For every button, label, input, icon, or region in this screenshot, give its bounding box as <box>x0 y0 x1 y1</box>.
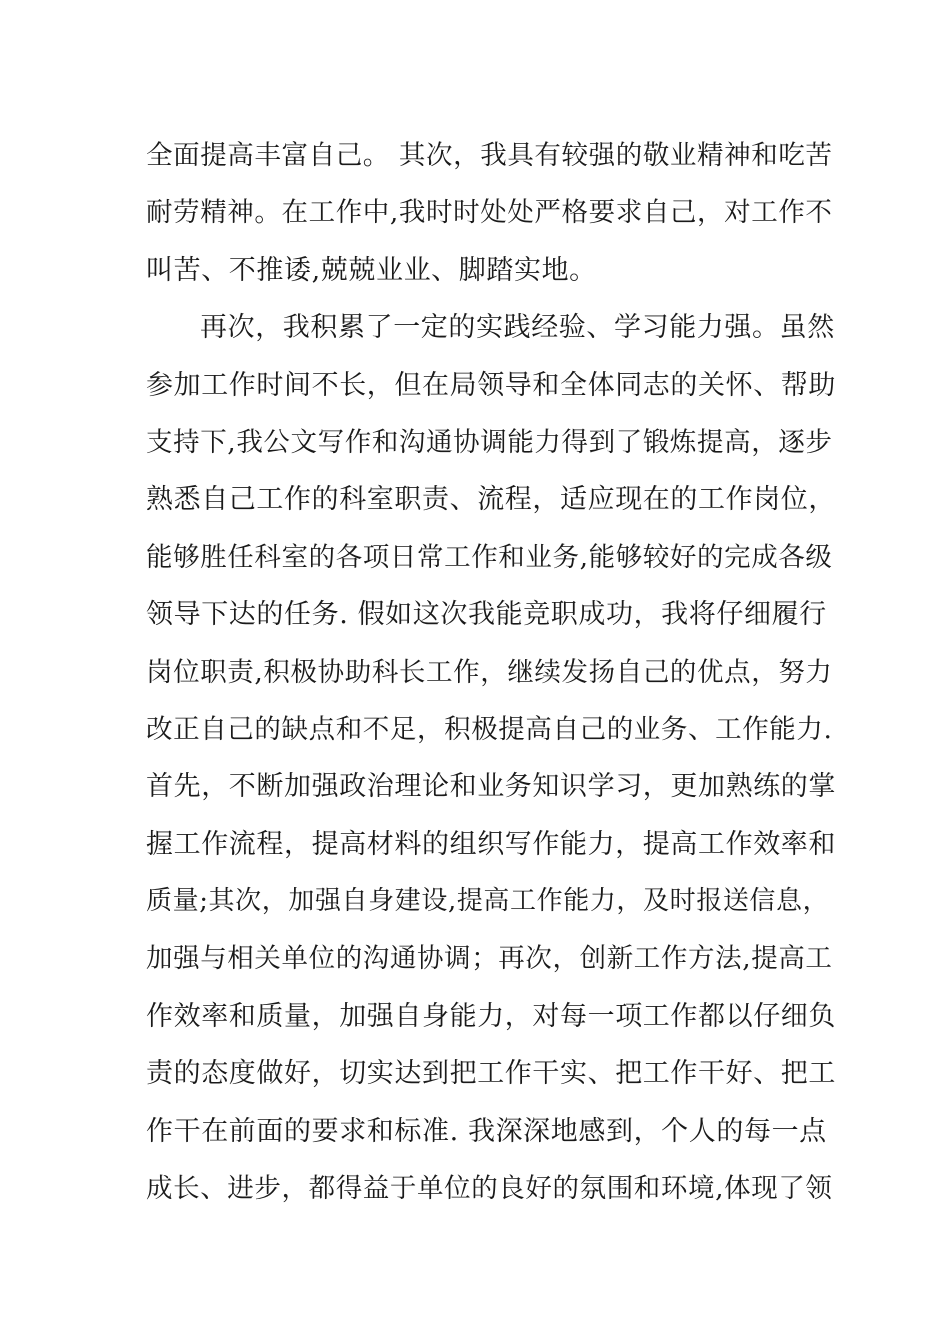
text-line: 首先，不断加强政治理论和业务知识学习，更加熟练的掌 <box>146 771 836 803</box>
paragraph-first-line: 再次，我积累了一定的实践经验、学习能力强。虽然 <box>200 312 835 344</box>
text-line: 耐劳精神。在工作中,我时时处处严格要求自己，对工作不 <box>146 197 833 229</box>
text-line: 熟悉自己工作的科室职责、流程，适应现在的工作岗位， <box>146 484 836 516</box>
text-line: 能够胜任科室的各项日常工作和业务,能够较好的完成各级 <box>146 541 833 573</box>
text-line: 领导下达的任务. 假如这次我能竞职成功，我将仔细履行 <box>146 599 827 631</box>
text-line: 叫苦、不推诿,兢兢业业、脚踏实地。 <box>146 254 597 286</box>
body-text <box>146 127 836 1217</box>
text-line: 改正自己的缺点和不足，积极提高自己的业务、工作能力. <box>146 713 833 745</box>
text-line: 参加工作时间不长，但在局领导和全体同志的关怀、帮助 <box>146 369 836 401</box>
text-line: 责的态度做好，切实达到把工作干实、把工作干好、把工 <box>146 1058 836 1090</box>
text-line: 成长、进步，都得益于单位的良好的氛围和环境,体现了领 <box>146 1173 833 1205</box>
text-line: 支持下,我公文写作和沟通协调能力得到了锻炼提高，逐步 <box>146 426 833 458</box>
text-line: 握工作流程，提高材料的组织写作能力，提高工作效率和 <box>146 828 836 860</box>
text-line: 加强与相关单位的沟通协调；再次，创新工作方法,提高工 <box>146 943 833 975</box>
text-line: 质量;其次，加强自身建设,提高工作能力，及时报送信息， <box>146 886 830 917</box>
text-line: 全面提高丰富自己。 其次，我具有较强的敬业精神和吃苦 <box>146 140 833 171</box>
text-line: 岗位职责,积极协助科长工作，继续发扬自己的优点，努力 <box>146 656 833 688</box>
text-line: 作干在前面的要求和标准. 我深深地感到，个人的每一点 <box>146 1115 827 1147</box>
text-line: 作效率和质量，加强自身能力，对每一项工作都以仔细负 <box>146 1000 836 1032</box>
